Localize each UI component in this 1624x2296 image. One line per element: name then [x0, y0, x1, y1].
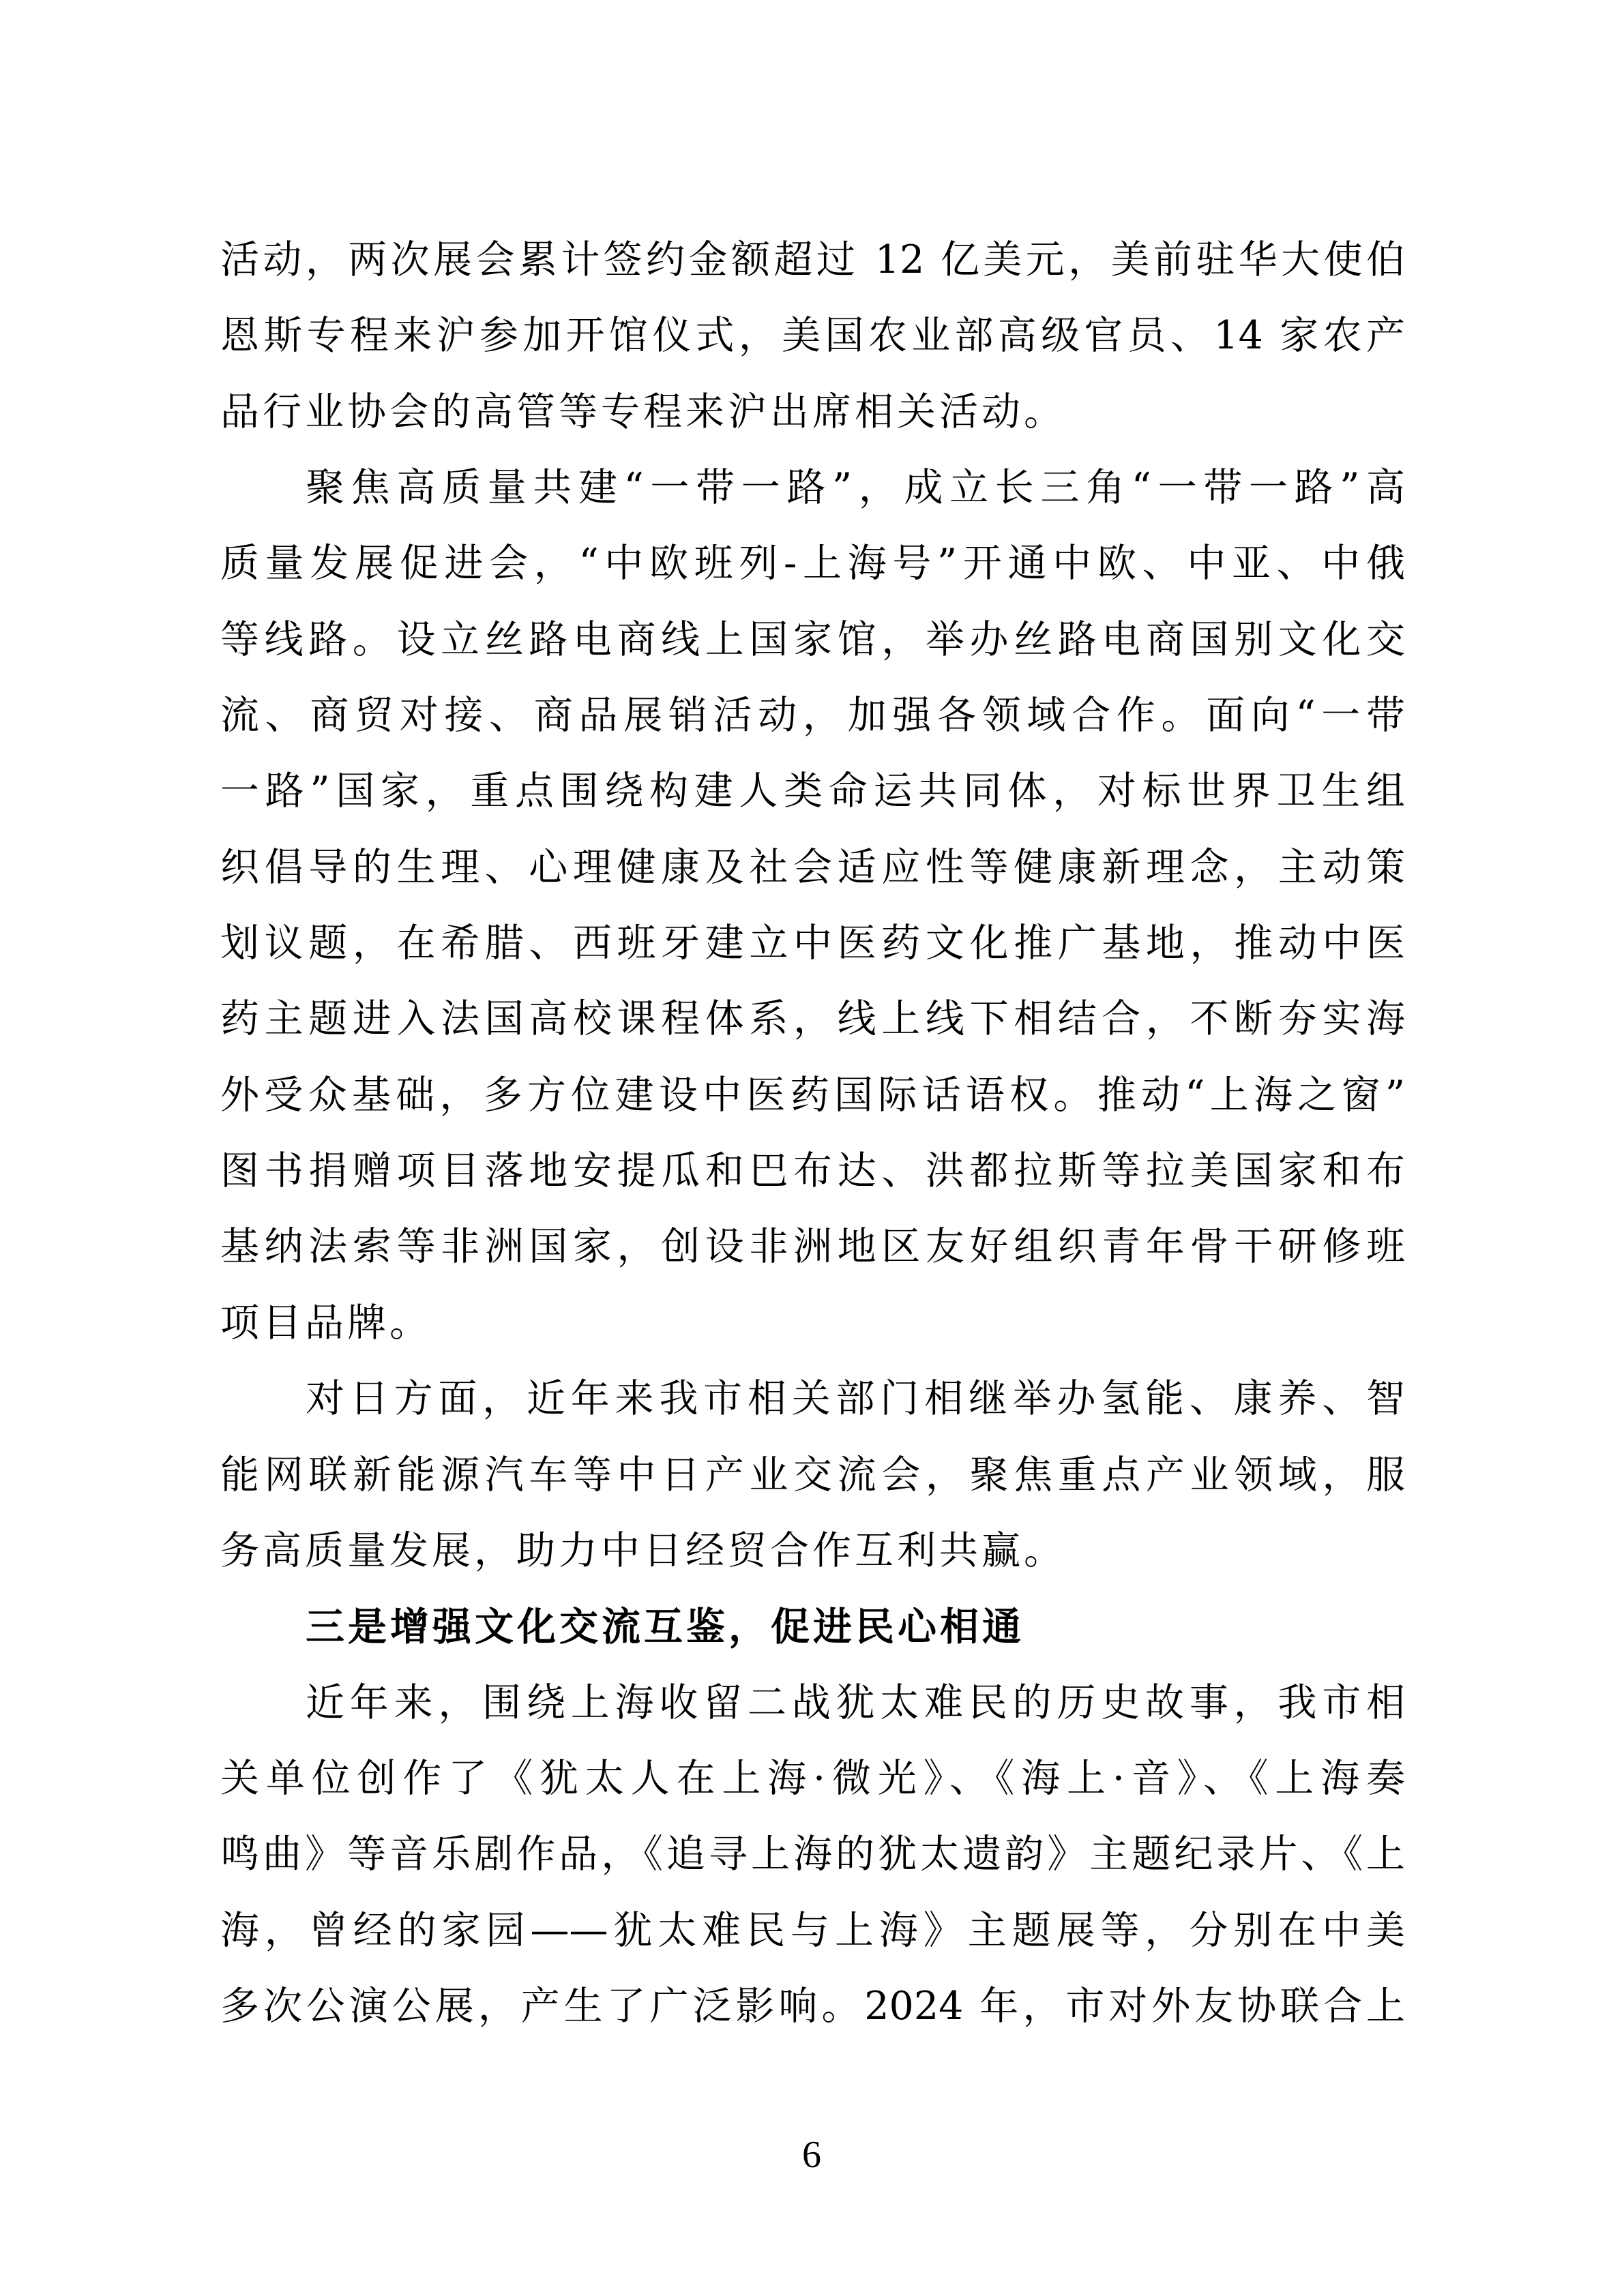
- text-line: 恩斯专程来沪参加开馆仪式，美国农业部高级官员、14 家农产: [220, 313, 1405, 359]
- text-line: 外受众基础，多方位建设中医药国际话语权。推动“上海之窗”: [220, 1072, 1405, 1118]
- text-line: 对日方面，近年来我市相关部门相继举办氢能、康养、智: [306, 1376, 1405, 1422]
- text-line: 鸣曲》等音乐剧作品，《追寻上海的犹太遗韵》主题纪录片、《上: [220, 1832, 1405, 1877]
- text-line: 一路”国家，重点围绕构建人类命运共同体，对标世界卫生组: [220, 769, 1405, 814]
- text-line: 务高质量发展，助力中日经贸合作互利共赢。: [220, 1527, 1066, 1573]
- text-line: 基纳法索等非洲国家，创设非洲地区友好组织青年骨干研修班: [220, 1224, 1405, 1270]
- text-line: 划议题，在希腊、西班牙建立中医药文化推广基地，推动中医: [220, 921, 1405, 966]
- text-line: 项目品牌。: [220, 1300, 432, 1345]
- text-line: 能网联新能源汽车等中日产业交流会，聚焦重点产业领域，服: [220, 1452, 1405, 1497]
- text-line: 药主题进入法国高校课程体系，线上线下相结合，不断夯实海: [220, 996, 1405, 1042]
- section-heading: [220, 1589, 1405, 1665]
- paragraph-japan-relations: [220, 1361, 1405, 1589]
- text-line: 品行业协会的高管等专程来沪出席相关活动。: [220, 389, 1066, 434]
- text-line: 多次公演公展，产生了广泛影响。2024 年，市对外友协联合上: [220, 1983, 1405, 2029]
- text-line: 近年来，围绕上海收留二战犹太难民的历史故事，我市相: [306, 1680, 1405, 1725]
- text-line: 图书捐赠项目落地安提瓜和巴布达、洪都拉斯等拉美国家和布: [220, 1148, 1405, 1194]
- text-line: 流、商贸对接、商品展销活动，加强各领域合作。面向“一带: [220, 693, 1405, 739]
- paragraph-agri-exhibition: [220, 222, 1405, 450]
- text-line: 质量发展促进会，“中欧班列-上海号”开通中欧、中亚、中俄: [220, 541, 1405, 586]
- section-heading-text: 三是增强文化交流互鉴，促进民心相通: [306, 1604, 1024, 1650]
- text-line: 等线路。设立丝路电商线上国家馆，举办丝路电商国别文化交: [220, 616, 1405, 662]
- page-number: 6: [802, 2134, 821, 2176]
- paragraph-belt-and-road: [220, 450, 1405, 1361]
- text-line: 聚焦高质量共建“一带一路”，成立长三角“一带一路”高: [306, 465, 1405, 511]
- paragraph-cultural-exchange: [220, 1665, 1405, 2045]
- document-body: [220, 222, 1405, 2044]
- text-line: 活动，两次展会累计签约金额超过 12 亿美元，美前驻华大使伯: [220, 237, 1405, 282]
- text-line: 织倡导的生理、心理健康及社会适应性等健康新理念，主动策: [220, 844, 1405, 890]
- text-line: 关单位创作了《犹太人在上海·微光》、《海上·音》、《上海奏: [220, 1755, 1405, 1801]
- text-line: 海，曾经的家园——犹太难民与上海》主题展等，分别在中美: [220, 1907, 1405, 1953]
